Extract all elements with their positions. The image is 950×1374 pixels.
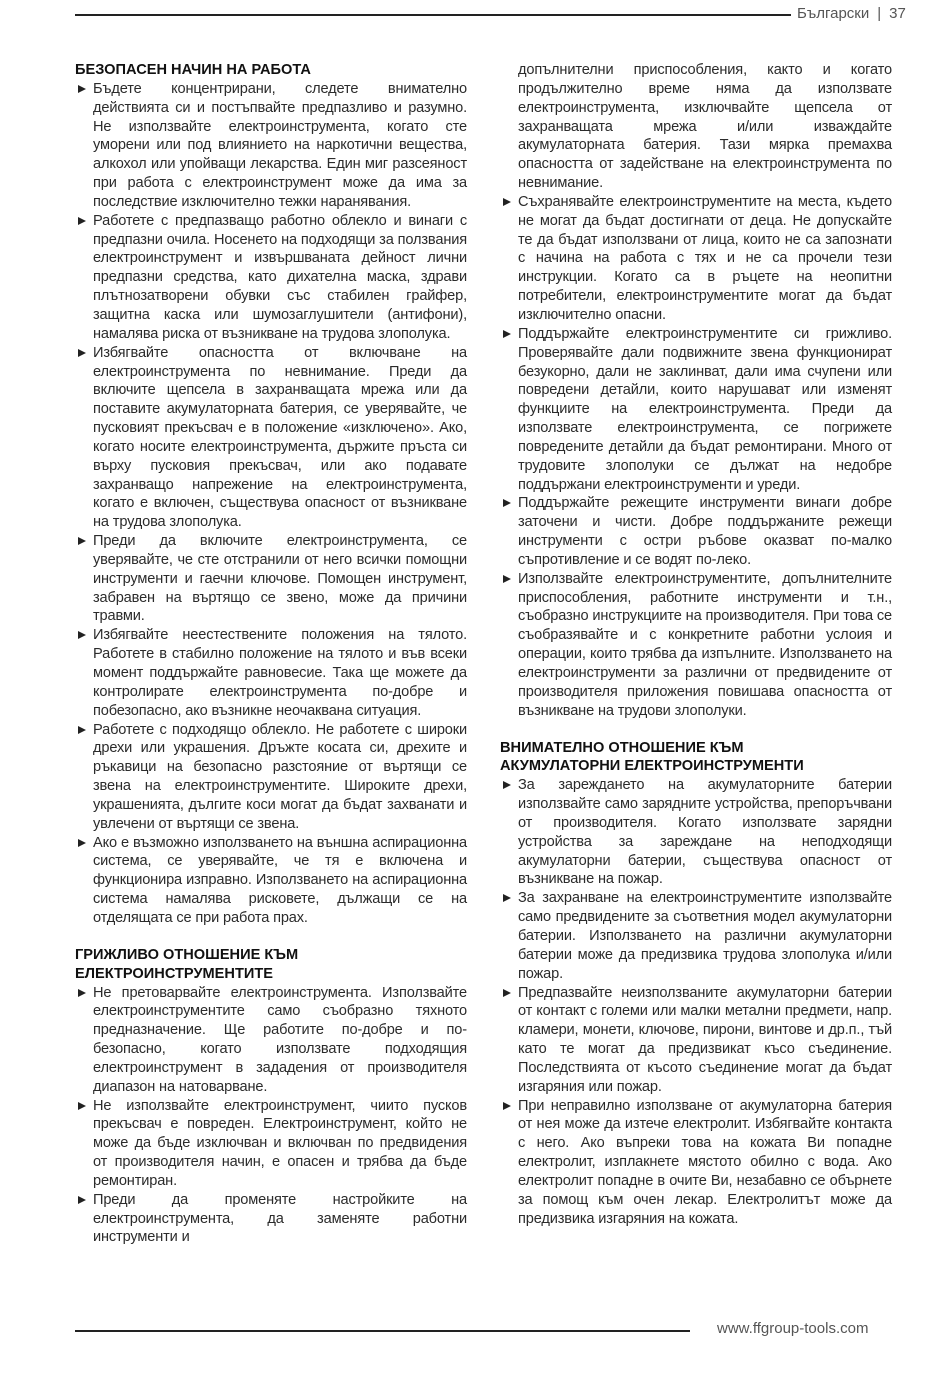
right-column (500, 61, 892, 1228)
list-item: Работете с подходящо облекло. Не работете с широки дрехи или украшения. Дръжте косата си, дрехите и ръкавици на безопасно разстояние от въртящи се звена на електроинструментите. Широките дрехи, украшенията, дългите коси могат да бъдат захванати и увлечени от въртящи се звена. (75, 721, 467, 834)
footer-website: www.ffgroup-tools.com (717, 1320, 869, 1337)
section-title-safe-work: БЕЗОПАСЕН НАЧИН НА РАБОТА (75, 62, 311, 78)
list-item: Работете с предпазващо работно облекло и винаги с предпазни очила. Носенето на подходящи за ползвания електроинструмент и извършваната дейност лични предпазни средства, като дихателна маска, здрави плътнозатворени обувки със стабилен грайфер, защитна каска или шумозаглушители (антифони), намалява риска от възникване на трудова злополука. (75, 212, 467, 344)
section-title-line: ВНИМАТЕЛНО ОТНОШЕНИЕ КЪМ (500, 739, 744, 756)
section-title-battery-tools (500, 739, 892, 777)
list-item: Избягвайте опасността от включване на електроинструмента по невнимание. Преди да включите щепсела в захранващата мрежа или да поставите акумулаторната батерия, се уверявайте, че пусковият прекъсвач е в положение «изключено». Ако, когато носите електроинструмента, държите пръста си върху пусковия прекъсвач, или ако подавате захранващо напрежение на електроинструмента, когато е включен, съществува опасност от възникване на трудова злополука. (75, 344, 467, 532)
list-item: Не използвайте електроинструмент, чиито пусков прекъсвач е повреден. Електроинструмент, който не може да бъде изключван и включван по предвидения от производителя начин, е опасен и трябва да бъде ремонтиран. (75, 1097, 467, 1191)
section-title-tool-care: ГРИЖЛИВО ОТНОШЕНИЕ КЪМ ЕЛЕКТРОИНСТРУМЕНТИТЕ (75, 946, 299, 982)
page-header (797, 5, 906, 22)
header-rule (75, 14, 791, 16)
page-number: 37 (889, 5, 906, 22)
list-item: Преди да променяте настройките на електроинструмента, да заменяте работни инструменти и (75, 1191, 467, 1248)
list-item: Поддържайте електроинструментите си грижливо. Проверявайте дали подвижните звена функционират безукорно, дали не заклинват, дали има счупени или повредени детайли, които нарушават или изменят функциите на електроинструмента. Преди да използвате електроинструмента, се погрижете повредените детайли да бъдат ремонтирани. Много от трудовите злополуки се дължат на недобре поддържани електроинструменти и уреди. (500, 325, 892, 495)
left-column (75, 61, 467, 1247)
list-item: Бъдете концентрирани, следете внимателно действията си и постъпвайте предпазливо и разумно. Не използвайте електроинструмента, когато сте уморени или под влиянието на наркотични вещества, алкохол или упойващи лекарства. Един миг разсеяност при работа с електроинструмент може да има за последствие изключително тежки наранявания. (75, 80, 467, 212)
list-item: Поддържайте режещите инструменти винаги добре заточени и чисти. Добре поддържаните режещи инструменти с остри ръбове оказват по-малко съпротивление и се водят по-леко. (500, 494, 892, 569)
battery-tools-list (500, 776, 892, 1228)
list-item: Не претоварвайте електроинструмента. Използвайте електроинструментите само съобразно тяхното предназначение. Ще работите по-добре и по-безопасно, когато използвате подходящия електроинструмент в зададения от производителя диапазон на натоварване. (75, 984, 467, 1097)
footer-rule (75, 1330, 690, 1332)
list-item: Избягвайте неестествените положения на тялото. Работете в стабилно положение на тялото и във всеки момент поддържайте равновесие. Така ще можете да контролирате електроинструмента по-добре и побезопасно, ако възникне неочаквана ситуация. (75, 626, 467, 720)
list-item: При неправилно използване от акумулаторна батерия от нея може да изтече електролит. Избягвайте контакта с него. Ако въпреки това на кожата Ви попадне електролит, изплакнете мястото обилно с вода. Ако електролит попадне в очите Ви, незабавно се обърнете за помощ към очен лекар. Електролитът може да предизвика изгаряния на кожата. (500, 1097, 892, 1229)
section-title-line: АКУМУЛАТОРНИ ЕЛЕКТРОИНСТРУМЕНТИ (500, 758, 804, 775)
list-item: Съхранявайте електроинструментите на места, където не могат да бъдат достигнати от деца. Не допускайте те да бъдат използвани от лица, които не са запознати с начина на работа с тях и не са прочели тези инструкции. Когато са в ръцете на неопитни потребители, електроинструментите могат да бъдат изключително опасни. (500, 193, 892, 325)
list-item: Използвайте електроинструментите, допълнителните приспособления, работните инструменти и т.н., съобразно инструкциите на производителя. При това се съобразявайте и с конкретните работни услоия и операции, които трябва да изпълните. Използването на електроинструменти за различни от предвидените от производителя приложения повишава опасността от възникване на трудови злополуки. (500, 570, 892, 721)
tool-care-list-continued (500, 193, 892, 721)
list-item: Предпазвайте неизползваните акумулаторни батерии от контакт с големи или малки метални предмети, напр. кламери, монети, ключове, пирони, винтове и др.п., тъй като те могат да предизвикат късо съединение. Последствията от късото съединение могат да бъдат изгаряния или пожар. (500, 984, 892, 1097)
continued-paragraph: допълнителни приспособления, както и когато продължително време няма да използвате електроинструмента, изключвайте щепсела от захранващата мрежа и/или изваждайте акумулаторната батерия. Тази мярка премахва опасността от задействане на електроинструмента по невнимание. (518, 62, 892, 192)
list-item: Преди да включите електроинструмента, се уверявайте, че сте отстранили от него всички помощни инструменти и гаечни ключове. Помощен инструмент, забравен на въртящо се звено, може да причини травми. (75, 532, 467, 626)
safe-work-list (75, 80, 467, 928)
header-separator: | (877, 5, 882, 22)
header-language: Български (797, 5, 870, 22)
list-item: Ако е възможно използването на външна аспирационна система, се уверявайте, че тя е включена и функционира изправно. Използването на аспирационна система намалява рисковете, дължащи се на отделящата се при работа прах. (75, 834, 467, 928)
list-item: За захранване на електроинструментите използвайте само предвидените за съответния модел акумулаторни батерии. Използването на различни акумулаторни батерии може да предизвика трудова злополука и/или пожар. (500, 889, 892, 983)
tool-care-list (75, 984, 467, 1248)
list-item: За зареждането на акумулаторните батерии използвайте само зарядните устройства, препоръчвани от производителя. Когато използвате зарядни устройства за зареждане на неподходящи акумулаторни батерии, съществува опасност от възникване на пожар. (500, 776, 892, 889)
